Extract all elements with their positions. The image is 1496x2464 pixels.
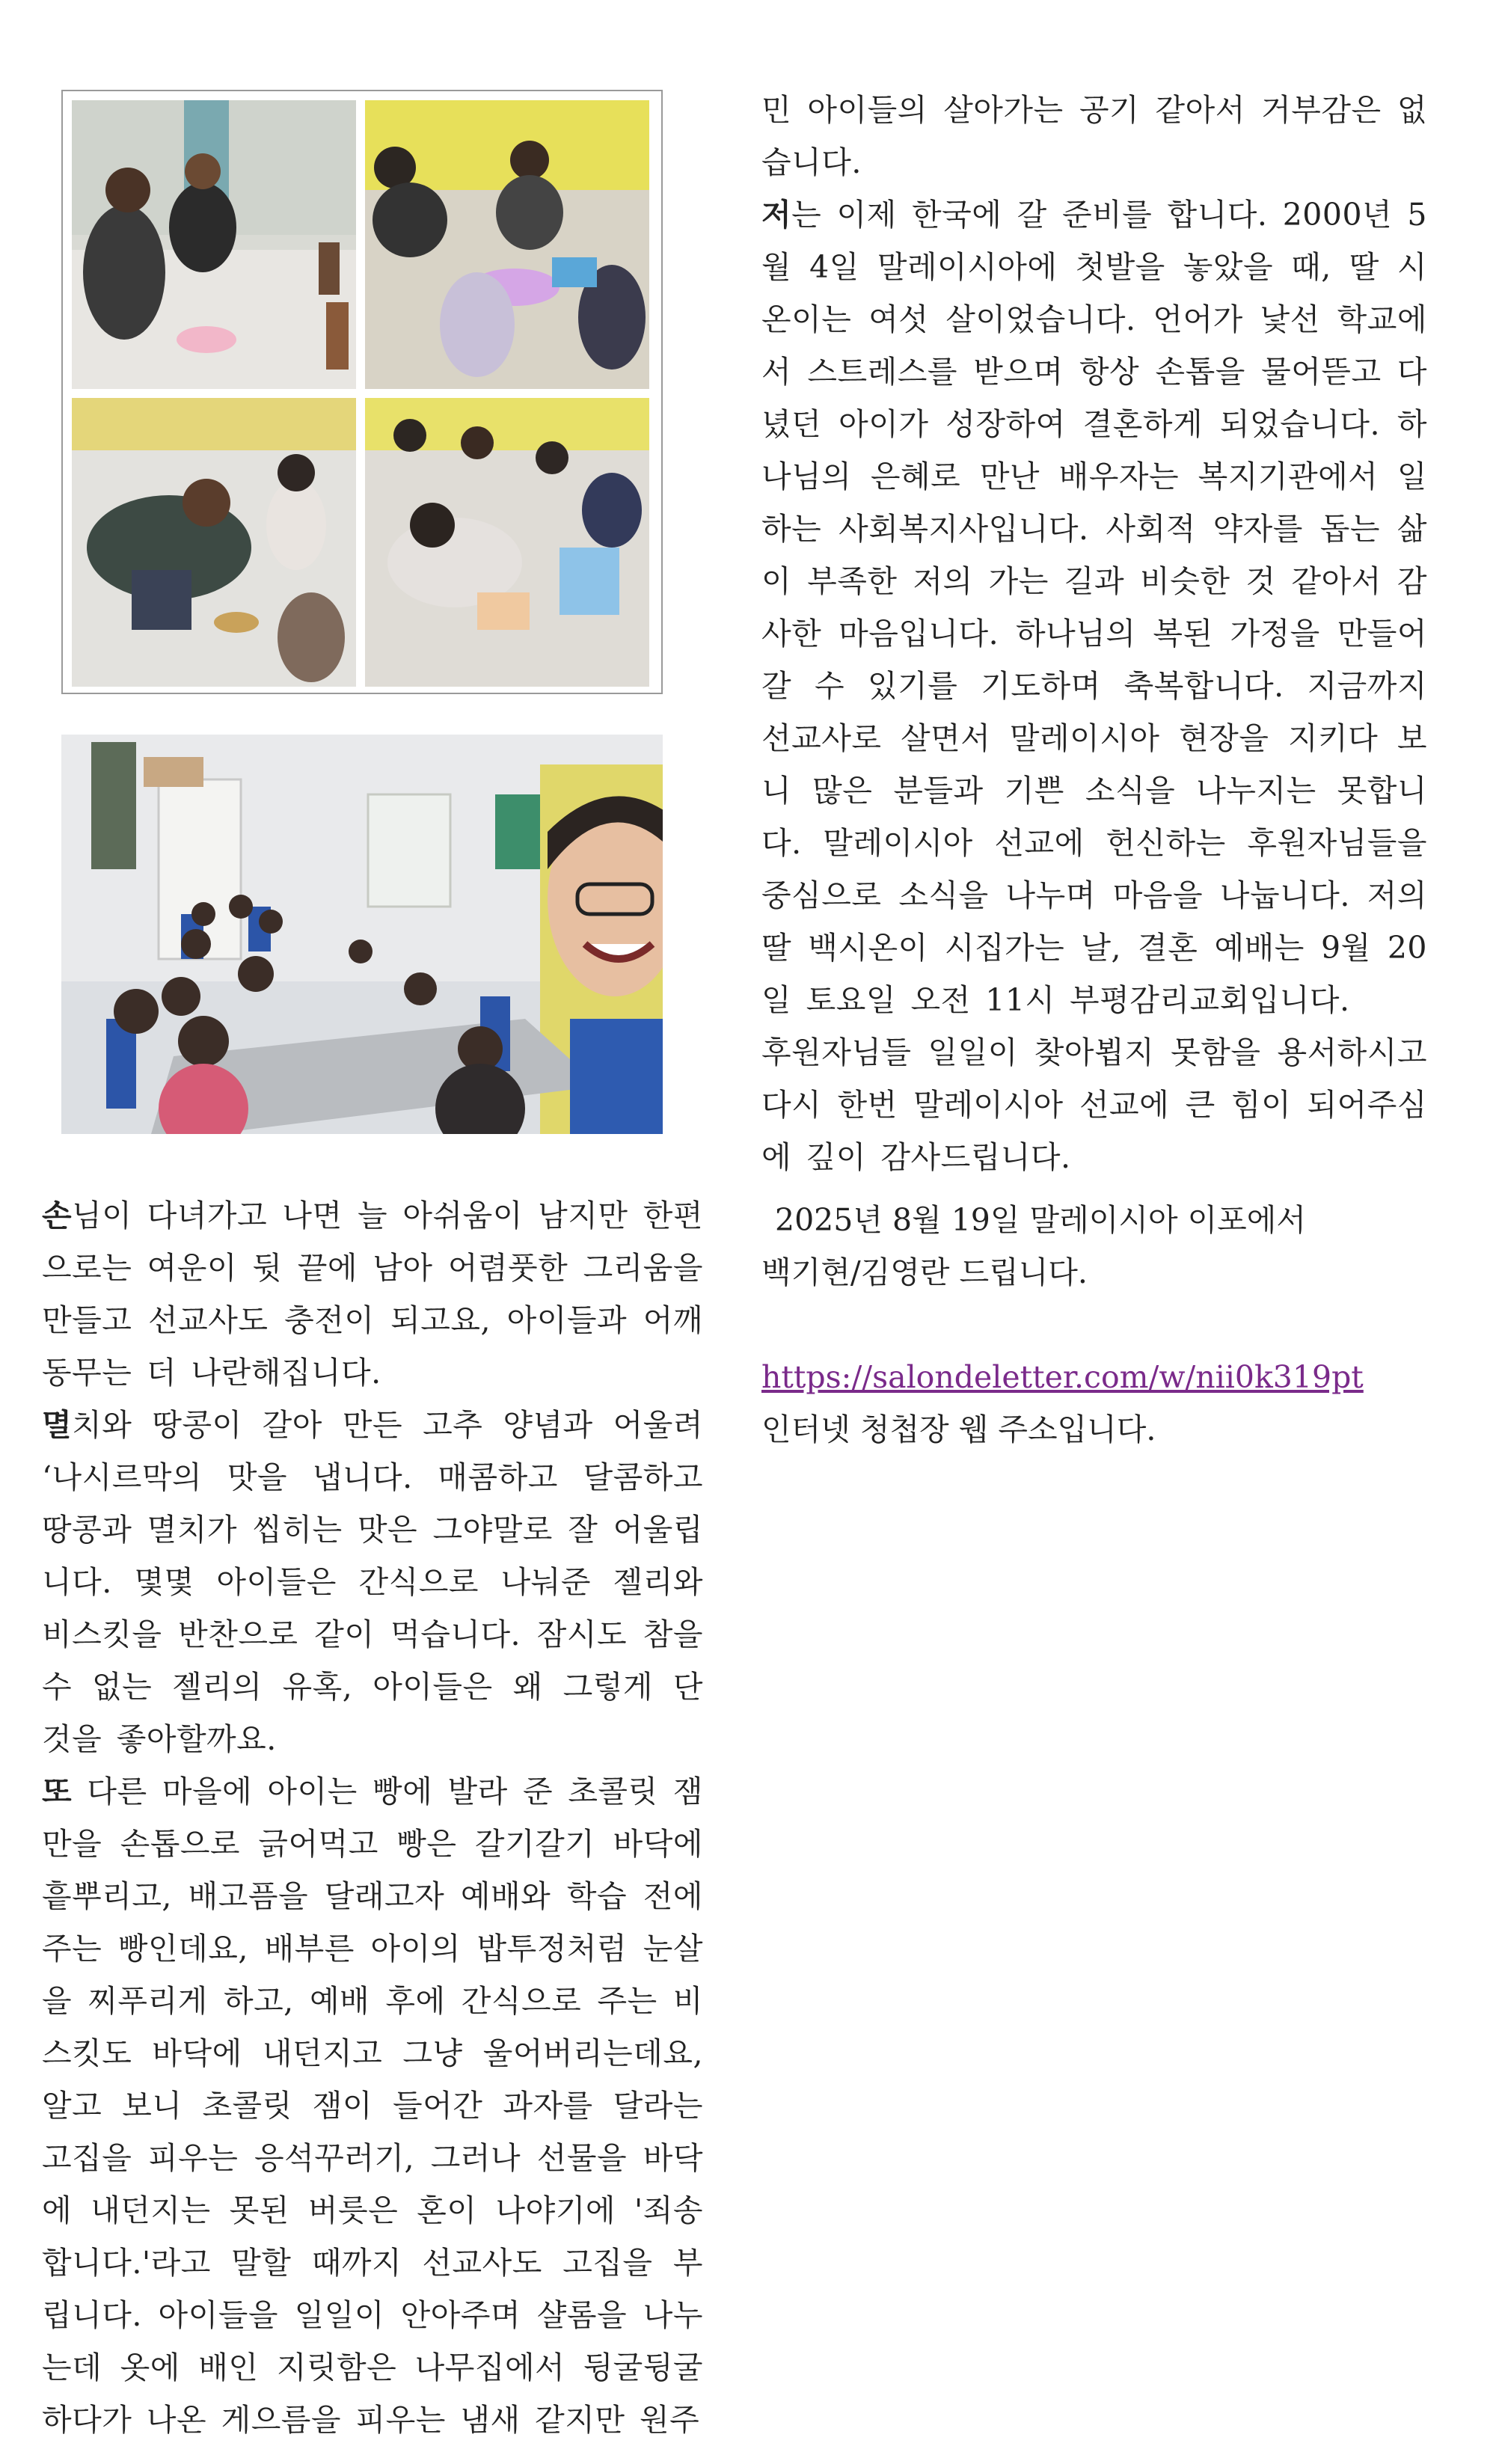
invitation-link[interactable]: https://salondeletter.com/w/nii0k319pt [761,1359,1364,1395]
photo-collage [61,90,663,694]
drop-initial: 멸 [42,1407,73,1443]
collage-photo-balloon-crafts [365,100,649,389]
left-column-text [42,1189,703,2446]
sender-line: 백기현/김영란 드립니다. [761,1254,1088,1290]
paragraph-text: 다른 마을에 아이는 빵에 발라 준 초콜릿 잼만을 손톱으로 긁어먹고 빵은 갈기갈기 바닥에 흩뿌리고, 배고픔을 달래고자 예배와 학습 전에 주는 빵인데요, 배부른 아이의 밥투정처럼 눈살을 찌푸리게 하고, 예배 후에 간식으로 주는 비스킷도 바닥에 내던지고 그냥 울어버리는데요, 알고 보니 초콜릿 잼이 들어간 과자를 달라는 고집을 피우는 응석꾸러기, 그러나 선물을 바닥에 내던지는 못된 버릇은 혼이 나야기에 '죄송합니다.'라고 말할 때까지 선교사도 고집을 부립니다. 아이들을 일일이 안아주며 샬롬을 나누는데 옷에 배인 지릿함은 나무집에서 뒹굴뒹굴하다가 나온 게으름을 피우는 냄새 같지만 원주 [42,1774,703,2438]
paragraph-thanks: 후원자님들 일일이 찾아뵙지 못함을 용서하시고 다시 한번 말레이시아 선교에 큰 힘이 되어주심에 깊이 감사드립니다. [761,1035,1427,1175]
collage-photo-drawing-floor [365,398,649,687]
paragraph-text: 님이 다녀가고 나면 늘 아쉬움이 남지만 한편으로는 여운이 뒷 끝에 남아 어렴풋한 그리움을 만들고 선교사도 충전이 되고요, 아이들과 어깨동무는 더 나란해집니다. [42,1198,703,1391]
collage-photo-kids-playing [72,100,356,389]
drop-initial: 저 [761,197,792,233]
paragraph-continuation: 민 아이들의 살아가는 공기 같아서 거부감은 없습니다. [761,92,1427,180]
date-line: 2025년 8월 19일 말레이시아 이포에서 [775,1202,1306,1238]
right-column-text [761,84,1427,1183]
paragraph-text: 치와 땅콩이 갈아 만든 고추 양념과 어울려 ‘나시르막의 맛을 냅니다. 매콤하고 달콤하고 땅콩과 멸치가 씹히는 맛은 그야말로 잘 어울립니다. 몇몇 아이들은 간식으로 나눠준 젤리와 비스킷을 반찬으로 같이 먹습니다. 잠시도 참을 수 없는 젤리의 유혹, 아이들은 왜 그렇게 단 것을 좋아할까요. [42,1407,703,1757]
signature-block [761,1194,1435,1456]
paragraph-food [42,1399,703,1765]
paragraph-wedding [761,189,1427,1026]
invitation-link-caption: 인터넷 청첩장 웹 주소입니다. [761,1412,1156,1447]
drop-initial: 또 [42,1774,73,1809]
classroom-selfie-photo [61,735,663,1134]
collage-photo-serving-food [72,398,356,687]
drop-initial: 손 [42,1198,73,1233]
paragraph-text: 는 이제 한국에 갈 준비를 합니다. 2000년 5월 4일 말레이시아에 첫발을 놓았을 때, 딸 시온이는 여섯 살이었습니다. 언어가 낯선 학교에서 스트레스를 받으며 항상 손톱을 물어뜯고 다녔던 아이가 성장하여 결혼하게 되었습니다. 하나님의 은혜로 만난 배우자는 복지기관에서 일하는 사회복지사입니다. 사회적 약자를 돕는 삶이 부족한 저의 가는 길과 비슷한 것 같아서 감사한 마음입니다. 하나님의 복된 가정을 만들어 갈 수 있기를 기도하며 축복합니다. 지금까지 선교사로 살면서 말레이시아 현장을 지키다 보니 많은 분들과 기쁜 소식을 나누지는 못합니다. 말레이시아 선교에 헌신하는 후원자님들을 중심으로 소식을 나누며 마음을 나눕니다. 저의 딸 백시온이 시집가는 날, 결혼 예배는 9월 20일 토요일 오전 11시 부평감리교회입니다. [761,197,1427,1018]
paragraph-child [42,1765,703,2446]
paragraph-guests [42,1189,703,1399]
